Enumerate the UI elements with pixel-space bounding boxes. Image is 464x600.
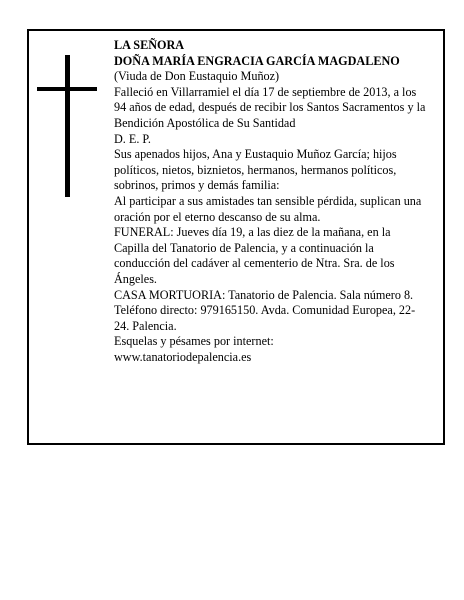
cross-horizontal-bar [37, 87, 97, 91]
funeral-paragraph: FUNERAL: Jueves día 19, a las diez de la mañana, en la Capilla del Tanatorio de Palencia, y a continuación la conducción del cadáver al cementerio de Ntra. Sra. de los Ángeles. [114, 225, 395, 286]
internet-line-1: Esquelas y pésames por internet: [114, 334, 274, 349]
cross-vertical-bar [65, 55, 70, 197]
obituary-text [114, 38, 426, 365]
widow-note: (Viuda de Don Eustaquio Muñoz) [114, 69, 280, 84]
mortuary-paragraph: CASA MORTUORIA: Tanatorio de Palencia. Sala número 8. Teléfono directo: 979165150. Avda. Comunidad Europea, 22-24. Palencia. [114, 287, 416, 333]
deceased-name: DOÑA MARÍA ENGRACIA GARCÍA MAGDALENO [114, 53, 400, 68]
request-paragraph: Al participar a sus amistades tan sensible pérdida, suplican una oración por el eterno descanso de su alma. [114, 193, 422, 224]
family-paragraph: Sus apenados hijos, Ana y Eustaquio Muñoz García; hijos políticos, nietos, biznietos, hermanos, hermanos políticos, sobrinos, primos y demás familia: [114, 147, 397, 193]
heading-line-1: LA SEÑORA [114, 38, 185, 52]
death-paragraph: Falleció en Villarramiel el día 17 de septiembre de 2013, a los 94 años de edad, después de recibir los Santos Sacramentos y la Bendición Apostólica de Su Santidad [114, 84, 426, 130]
internet-url: www.tanatoriodepalencia.es [114, 349, 252, 364]
rest-in-peace: D. E. P. [114, 131, 151, 146]
